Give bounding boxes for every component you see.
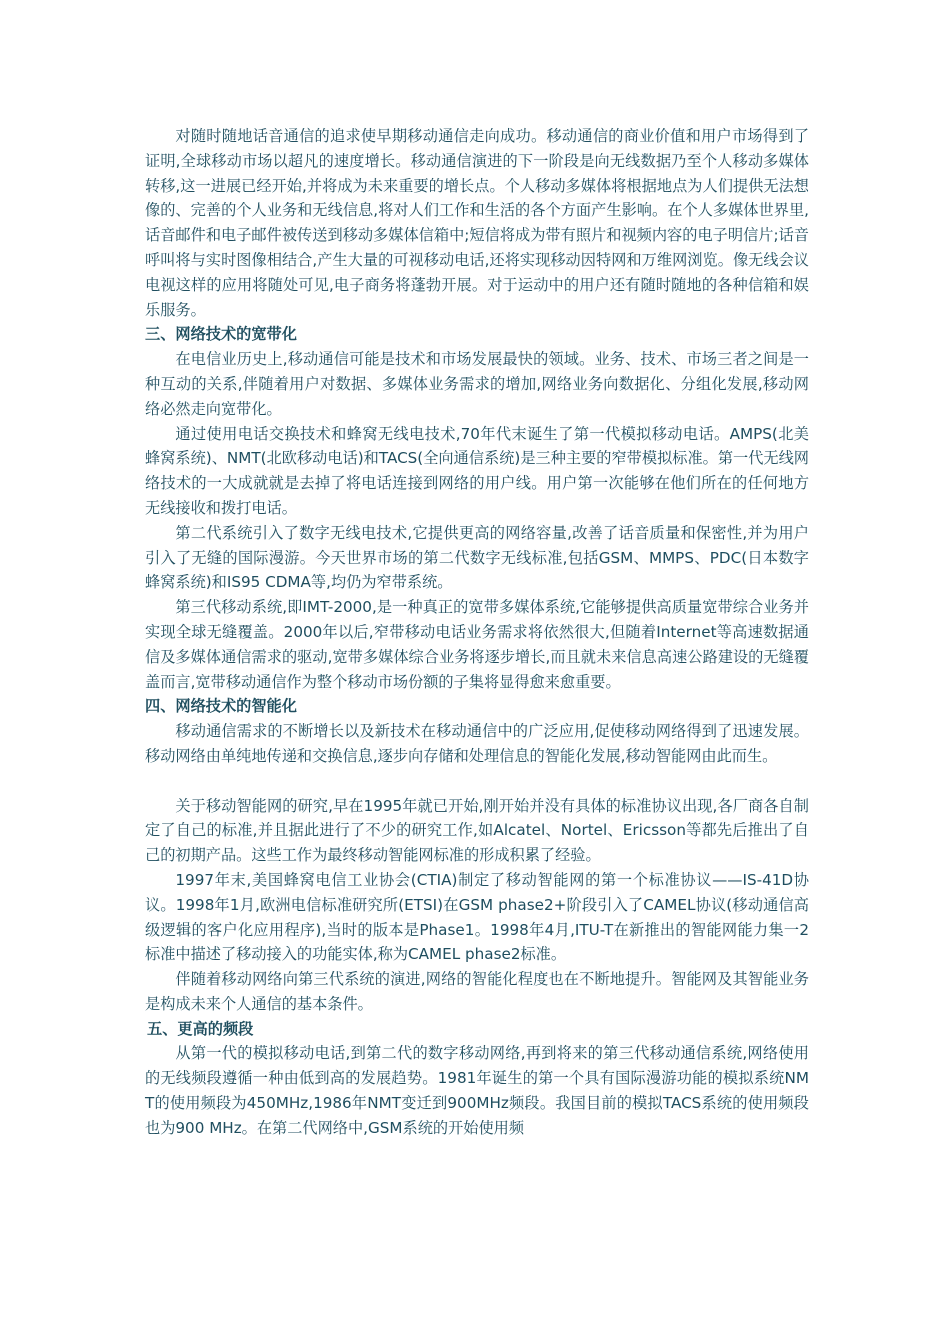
paragraph-standards-history: 1997年末,美国蜂窝电信工业协会(CTIA)制定了移动智能网的第一个标准协议——IS-41D协议。1998年1月,欧洲电信标准研究所(ETSI)在GSM phase2+阶段引入了CAMEL协议(移动通信高级逻辑的客户化应用程序),当时的版本是Phase1。1998年4月,ITU-T在新推出的智能网能力集一2标准中描述了移动接入的功能实体,称为CAMEL phase2标准。 (145, 870, 809, 964)
paragraph-mobile-intelligent-network: 移动通信需求的不断增长以及新技术在移动通信中的广泛应用,促使移动网络得到了迅速发展。移动网络由单纯地传递和交换信息,逐步向存储和处理信息的智能化发展,移动智能网由此而生。 (145, 722, 809, 765)
paragraph-mobile-multimedia: 对随时随地话音通信的追求使早期移动通信走向成功。移动通信的商业价值和用户市场得到了证明,全球移动市场以超凡的速度增长。移动通信演进的下一阶段是向无线数据乃至个人移动多媒体转移,这一进展已经开始,并将成为未来重要的增长点。个人移动多媒体将根据地点为人们提供无法想像的、完善的个人业务和无线信息,将对人们工作和生活的各个方面产生影响。在个人多媒体世界里,话音邮件和电子邮件被传送到移动多媒体信箱中;短信将成为带有照片和视频内容的电子明信片;话音呼叫将与实时图像相结合,产生大量的可视移动电话,还将实现移动因特网和万维网浏览。像无线会议电视这样的应用将随处可见,电子商务将蓬勃开展。对于运动中的用户还有随时随地的各种信箱和娱乐服务。 (145, 127, 809, 319)
paragraph-first-generation: 通过使用电话交换技术和蜂窝无线电技术,70年代末诞生了第一代模拟移动电话。AMPS(北美蜂窝系统)、NMT(北欧移动电话)和TACS(全向通信系统)是三种主要的窄带模拟标准。第一代无线网络技术的一大成就就是去掉了将电话连接到网络的用户线。用户第一次能够在他们所在的任何地方无线接收和拨打电话。 (145, 424, 809, 517)
blank-line (145, 769, 809, 794)
paragraph-second-generation: 第二代系统引入了数字无线电技术,它提供更高的网络容量,改善了话音质量和保密性,并为用户引入了无缝的国际漫游。今天世界市场的第二代数字无线标准,包括GSM、MMPS、PDC(日本数字蜂窝系统)和IS95 CDMA等,均仍为窄带系统。 (145, 523, 809, 592)
heading-intelligent-network: 四、网络技术的智能化 (145, 697, 297, 716)
paragraph-evolution: 伴随着移动网络向第三代系统的演进,网络的智能化程度也在不断地提升。智能网及其智能业务是构成未来个人通信的基本条件。 (145, 970, 809, 1013)
heading-higher-frequency: 五、更高的频段 (147, 1019, 254, 1038)
paragraph-telecom-history: 在电信业历史上,移动通信可能是技术和市场发展最快的领域。业务、技术、市场三者之间是一种互动的关系,伴随着用户对数据、多媒体业务需求的增加,网络业务向数据化、分组化发展,移动网络必然走向宽带化。 (145, 350, 809, 418)
document-page (145, 124, 809, 1141)
paragraph-third-generation: 第三代移动系统,即IMT-2000,是一种真正的宽带多媒体系统,它能够提供高质量宽带综合业务并实现全球无缝覆盖。2000年以后,窄带移动电话业务需求将依然很大,但随着Internet等高速数据通信及多媒体通信需求的驱动,宽带多媒体综合业务将逐步增长,而且就未来信息高速公路建设的无缝覆盖而言,宽带移动通信作为整个移动市场份额的子集将显得愈来愈重要。 (145, 598, 809, 691)
heading-broadband: 三、网络技术的宽带化 (145, 325, 297, 344)
paragraph-frequency-bands: 从第一代的模拟移动电话,到第二代的数字移动网络,再到将来的第三代移动通信系统,网络使用的无线频段遵循一种由低到高的发展趋势。1981年诞生的第一个具有国际漫游功能的模拟系统NMT的使用频段为450MHz,1986年NMT变迁到900MHz频段。我国目前的模拟TACS系统的使用频段也为900 MHz。在第二代网络中,GSM系统的开始使用频 (145, 1044, 809, 1137)
paragraph-in-research: 关于移动智能网的研究,早在1995年就已开始,刚开始并没有具体的标准协议出现,各厂商各自制定了自己的标准,并且据此进行了不少的研究工作,如Alcatel、Nortel、Ericsson等都先后推出了自己的初期产品。这些工作为最终移动智能网标准的形成积累了经验。 (145, 796, 809, 865)
